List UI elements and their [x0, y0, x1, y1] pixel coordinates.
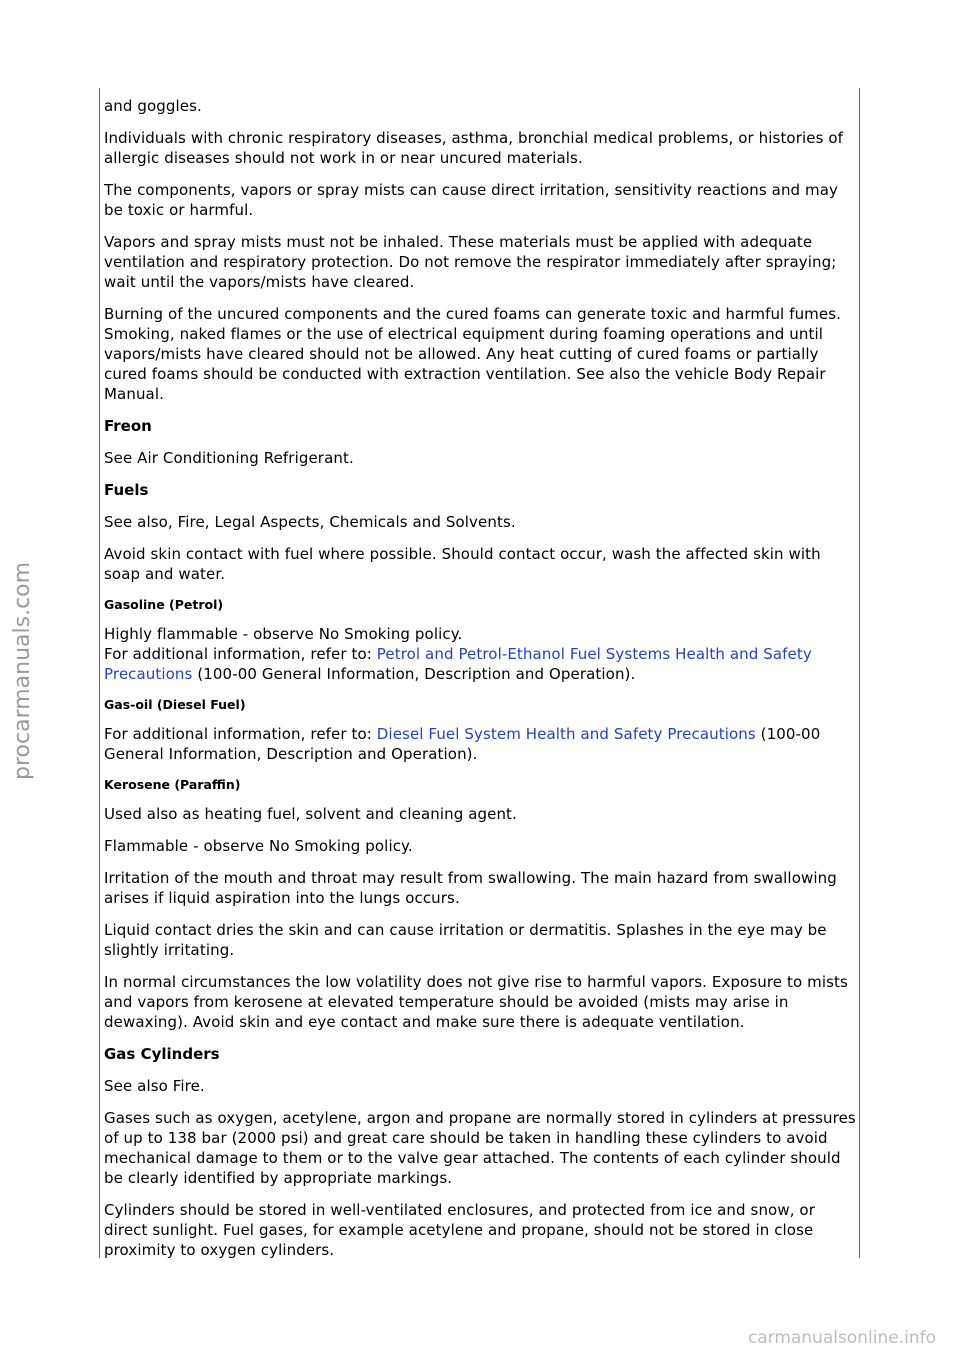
paragraph: See also, Fire, Legal Aspects, Chemicals and Solvents.: [104, 513, 516, 531]
diesel-safety-link[interactable]: Diesel Fuel System Health and Safety Precautions: [376, 725, 756, 743]
document-body: [104, 96, 856, 1272]
reference-prefix: For additional information, refer to:: [104, 645, 377, 663]
paragraph: Flammable - observe No Smoking policy.: [104, 837, 413, 855]
paragraph: and goggles.: [104, 97, 202, 115]
left-border-rule: [99, 88, 100, 1258]
paragraph-gasoline: [104, 624, 856, 684]
subsection-heading-gasoline: Gasoline (Petrol): [104, 597, 224, 612]
paragraph: Gases such as oxygen, acetylene, argon and propane are normally stored in cylinders at pressures of up to 138 bar (2000 psi) and great care should be taken in handling these cylinders to avoid mechanical damage to them or to the valve gear attached. The contents of each cylinder should be clearly identified by appropriate markings.: [104, 1109, 856, 1187]
reference-prefix: For additional information, refer to:: [104, 725, 377, 743]
reference-suffix: (100-00 General Information, Description and Operation).: [104, 725, 821, 763]
subsection-heading-gasoil: Gas-oil (Diesel Fuel): [104, 697, 246, 712]
section-heading-fuels: Fuels: [104, 481, 149, 499]
bottom-watermark: carmanualsonline.info: [747, 1328, 936, 1348]
paragraph: Vapors and spray mists must not be inhaled. These materials must be applied with adequate ventilation and respiratory protection. Do not remove the respirator immediately after spraying; wait until the vapors/mists have cleared.: [104, 233, 837, 291]
reference-suffix: (100-00 General Information, Description and Operation).: [192, 665, 636, 683]
paragraph: Liquid contact dries the skin and can cause irritation or dermatitis. Splashes in the eye may be slightly irritating.: [104, 921, 827, 959]
paragraph-gasoil: [104, 724, 856, 764]
paragraph: Irritation of the mouth and throat may result from swallowing. The main hazard from swallowing arises if liquid aspiration into the lungs occurs.: [104, 869, 837, 907]
section-heading-freon: Freon: [104, 417, 152, 435]
petrol-safety-link[interactable]: Petrol and Petrol-Ethanol Fuel Systems Health and Safety Precautions: [104, 645, 812, 683]
paragraph: See also Fire.: [104, 1077, 205, 1095]
subsection-heading-kerosene: Kerosene (Paraffin): [104, 777, 241, 792]
paragraph: Individuals with chronic respiratory diseases, asthma, bronchial medical problems, or histories of allergic diseases should not work in or near uncured materials.: [104, 129, 844, 167]
right-border-rule: [859, 88, 860, 1258]
side-watermark-text: procarmanuals.com: [10, 561, 35, 780]
paragraph-text: Highly flammable - observe No Smoking policy.: [104, 625, 463, 643]
paragraph: Burning of the uncured components and the cured foams can generate toxic and harmful fumes. Smoking, naked flames or the use of electrical equipment during foaming operations and until vapors/mists have cleared should not be allowed. Any heat cutting of cured foams or partially cured foams should be conducted with extraction ventilation. See also the vehicle Body Repair Manual.: [104, 305, 842, 403]
paragraph: Cylinders should be stored in well-ventilated enclosures, and protected from ice and snow, or direct sunlight. Fuel gases, for example acetylene and propane, should not be stored in close proximity to oxygen cylinders.: [104, 1201, 815, 1259]
paragraph: Avoid skin contact with fuel where possible. Should contact occur, wash the affected skin with soap and water.: [104, 545, 821, 583]
paragraph: See Air Conditioning Refrigerant.: [104, 449, 354, 467]
section-heading-gas-cylinders: Gas Cylinders: [104, 1045, 220, 1063]
side-watermark: [6, 561, 46, 780]
paragraph: In normal circumstances the low volatility does not give rise to harmful vapors. Exposure to mists and vapors from kerosene at elevated temperature should be avoided (mists may arise in dewaxing). Avoid skin and eye contact and make sure there is adequate ventilation.: [104, 973, 848, 1031]
paragraph: Used also as heating fuel, solvent and cleaning agent.: [104, 805, 517, 823]
paragraph: The components, vapors or spray mists can cause direct irritation, sensitivity reactions and may be toxic or harmful.: [104, 181, 839, 219]
